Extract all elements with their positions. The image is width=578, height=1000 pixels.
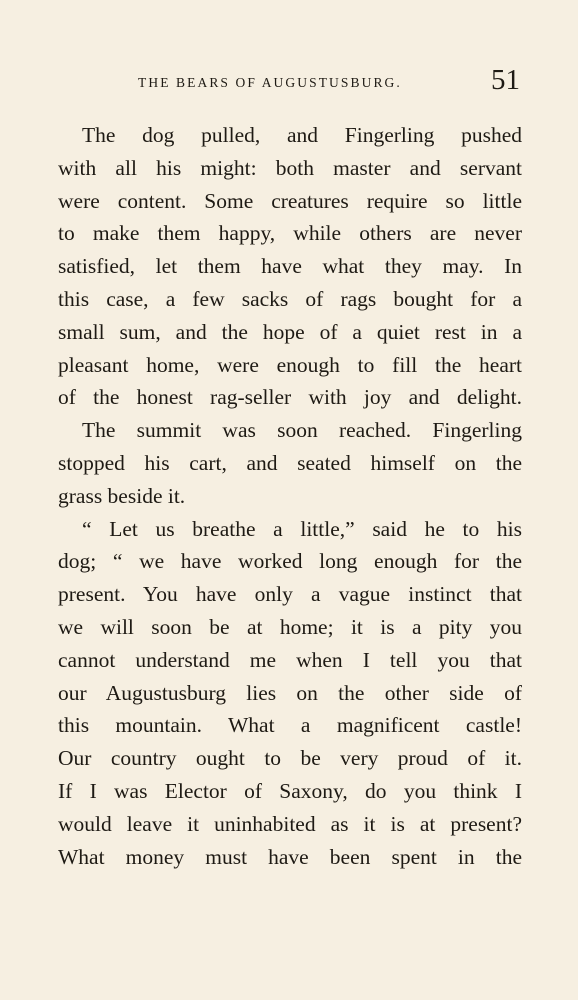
text-line: grass beside it. <box>58 483 186 508</box>
text-line: pleasant home, were enough to fill the heart <box>58 352 522 377</box>
text-line: dog; “ we have worked long enough for the <box>58 549 522 574</box>
text-line: If I was Elector of Saxony, do you think I <box>58 778 522 803</box>
running-header <box>0 64 578 96</box>
text-line: to make them happy, while others are never <box>58 221 522 246</box>
text-line: The dog pulled, and Fingerling pushed <box>82 123 522 147</box>
text-line: The summit was soon reached. Fingerling <box>82 418 522 443</box>
text-line: “ Let us breathe a little,” said he to his <box>82 516 522 541</box>
body-text <box>58 119 522 873</box>
text-line: with all his might: both master and servant <box>58 155 522 180</box>
text-line: we will soon be at home; it is a pity you <box>58 614 522 639</box>
text-line: this mountain. What a magnificent castle! <box>58 713 522 738</box>
text-line: small sum, and the hope of a quiet rest in a <box>58 319 522 344</box>
text-line: satisfied, let them have what they may. In <box>58 254 522 279</box>
page-number: 51 <box>491 64 520 96</box>
text-line: cannot understand me when I tell you that <box>58 647 522 672</box>
text-line: of the honest rag-seller with joy and delight. <box>58 385 522 410</box>
text-line: would leave it uninhabited as it is at present? <box>58 811 522 836</box>
text-line: present. You have only a vague instinct that <box>58 582 522 607</box>
text-line: stopped his cart, and seated himself on the <box>58 450 522 475</box>
text-line: Our country ought to be very proud of it. <box>58 746 522 771</box>
running-title: THE BEARS OF AUGUSTUSBURG. <box>138 75 402 90</box>
text-line: this case, a few sacks of rags bought for a <box>58 286 522 311</box>
text-line: were content. Some creatures require so little <box>58 188 522 213</box>
text-line: What money must have been spent in the <box>58 844 522 869</box>
text-line: our Augustusburg lies on the other side of <box>58 680 522 705</box>
